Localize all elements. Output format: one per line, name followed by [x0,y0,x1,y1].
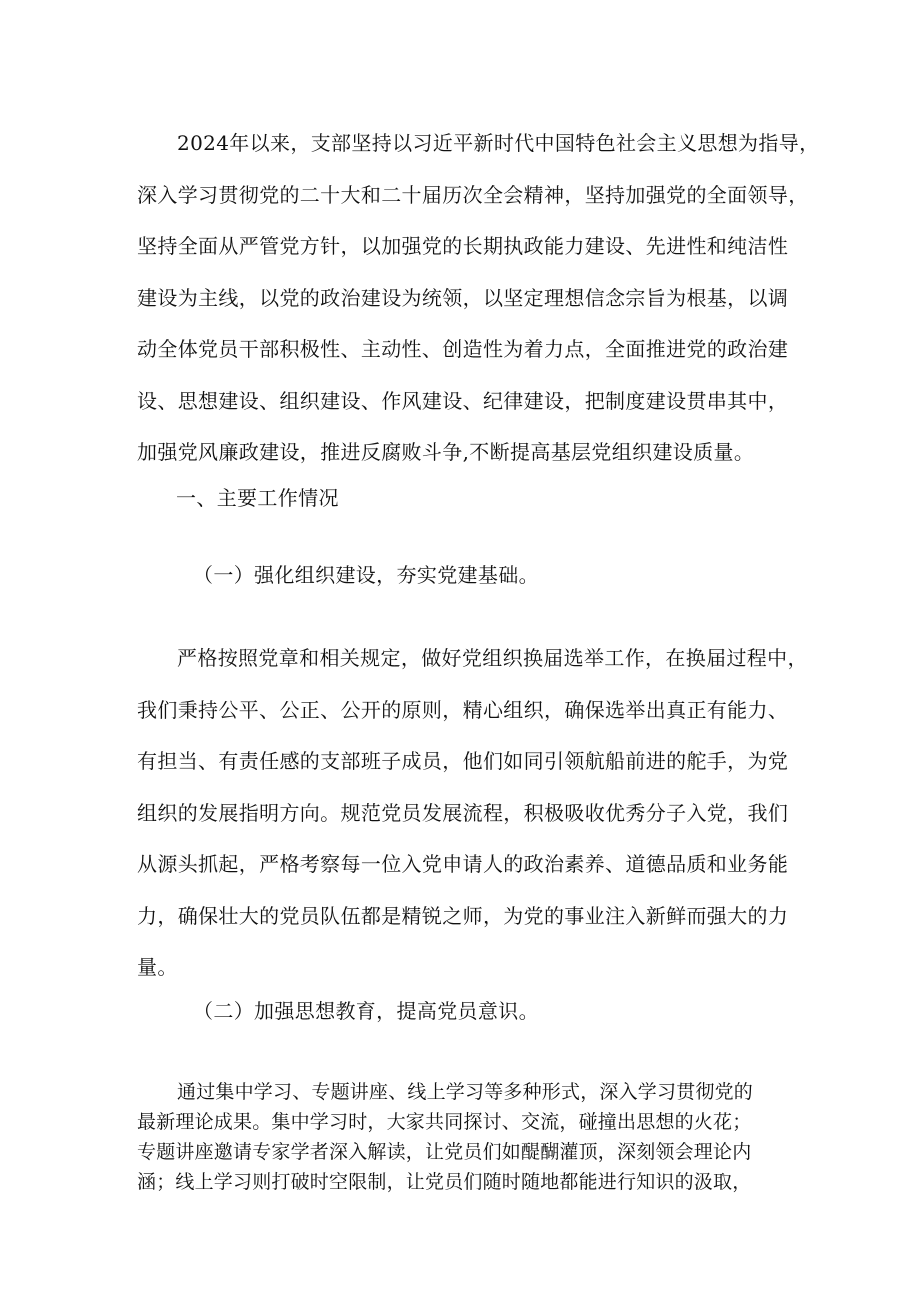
paragraph-line: 有担当、有责任感的支部班子成员，他们如同引领航船前进的舵手，为党 [137,749,789,773]
paragraph-line: 量。 [137,955,178,979]
paragraph-line: 涵；线上学习则打破时空限制，让党员们随时随地都能进行知识的汲取， [137,1171,752,1193]
intro-line: 动全体党员干部积极性、主动性、创造性为着力点，全面推进党的政治建 [137,337,789,361]
paragraph-line: 力，确保壮大的党员队伍都是精锐之师，为党的事业注入新鲜而强大的力 [137,903,789,928]
intro-line: 设、思想建设、组织建设、作风建设、纪律建设，把制度建设贯串其中， [137,388,789,413]
subsection-1-paragraph [137,633,808,994]
paragraph-line: 从源头抓起，严格考察每一位入党申请人的政治素养、道德品质和业务能 [137,852,789,876]
intro-line: 深入学习贯彻党的二十大和二十届历次全会精神，坚持加强党的全面领导， [137,182,809,207]
paragraph-line: 最新理论成果。集中学习时，大家共同探讨、交流，碰撞出思想的火花； [137,1111,752,1133]
subsection-2-heading: （二）加强思想教育，提高党员意识。 [193,999,539,1023]
intro-paragraph [137,118,820,479]
paragraph-line: 通过集中学习、专题讲座、线上学习等多种形式，深入学习贯彻党的 [177,1081,754,1103]
section-heading: 一、主要工作情况 [176,486,339,510]
paragraph-line: 组织的发展指明方向。规范党员发展流程，积极吸收优秀分子入党，我们 [137,800,789,825]
intro-line: 加强党风廉政建设，推进反腐败斗争,不断提高基层党组织建设质量。 [137,440,755,464]
intro-line: 2024年以来，支部坚持以习近平新时代中国特色社会主义思想为指导， [177,131,820,155]
subsection-2-paragraph [137,1077,797,1197]
intro-line: 坚持全面从严管党方针，以加强党的长期执政能力建设、先进性和纯洁性 [137,234,789,258]
subsection-1-heading: （一）强化组织建设，夯实党建基础。 [193,563,539,587]
paragraph-line: 我们秉持公平、公正、公开的原则，精心组织，确保选举出真正有能力、 [137,697,789,722]
intro-line: 建设为主线，以党的政治建设为统领，以坚定理想信念宗旨为根基，以调 [137,285,789,310]
paragraph-line: 严格按照党章和相关规定，做好党组织换届选举工作，在换届过程中， [177,646,808,670]
paragraph-line: 专题讲座邀请专家学者深入解读，让党员们如醍醐灌顶，深刻领会理论内 [137,1141,752,1163]
